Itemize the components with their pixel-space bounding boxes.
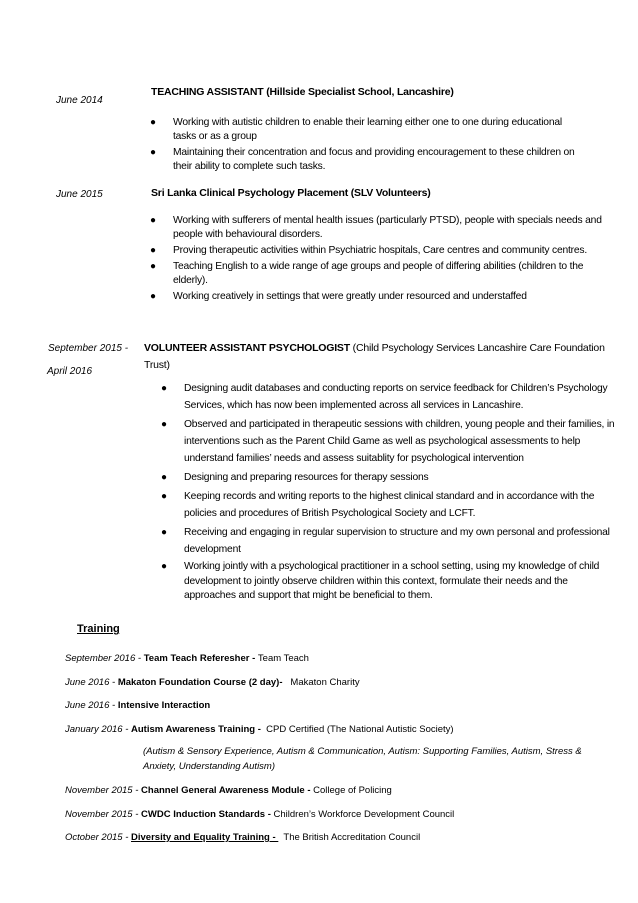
list-item: ● Working with autistic children to enable their learning either one to one during educational tasks or as a group <box>150 117 562 142</box>
list-item: ● Working creatively in settings that were greatly under resourced and understaffed <box>150 291 527 302</box>
training-item: June 2016 - Intensive Interaction <box>65 700 211 711</box>
job-date-end: April 2016 <box>47 366 93 377</box>
job-title: TEACHING ASSISTANT (Hillside Specialist School, Lancashire) <box>151 86 454 98</box>
bullet-icon: ● <box>150 261 156 272</box>
bullet-icon: ● <box>161 419 167 430</box>
bullet-icon: ● <box>161 527 167 538</box>
list-item: ● Designing audit databases and conducting reports on service feedback for Children’s Psychology Services, which has now been implemented across all services in Lancashire. <box>184 380 616 414</box>
job-date-start: September 2015 - <box>48 343 129 354</box>
list-item: ● Teaching English to a wide range of age groups and people of differing abilities (children to the elderly). <box>150 261 584 286</box>
job-date: June 2015 <box>56 189 103 200</box>
job-date: June 2014 <box>56 95 103 106</box>
bullet-icon: ● <box>150 117 156 128</box>
training-item: January 2016 - Autism Awareness Training - CPD Certified (The National Autistic Society) <box>65 724 454 735</box>
training-heading: Training <box>77 623 120 635</box>
list-item: ● Observed and participated in therapeutic sessions with children, young people and their families, in interventions such as the Parent Child Game as well as psychological assessments to help understand families’ needs and assess suitablity for psychological intervention <box>184 416 616 467</box>
training-item: November 2015 - Channel General Awareness Module - College of Policing <box>65 785 392 796</box>
training-autism-note: (Autism & Sensory Experience, Autism & Communication, Autism: Supporting Families, Autism, Stress & Anxiety, Understanding Autism) <box>143 746 582 772</box>
bullet-icon: ● <box>161 561 167 572</box>
bullet-icon: ● <box>150 245 156 256</box>
list-item: ● Receiving and engaging in regular supervision to structure and my own personal and professional development <box>184 524 616 558</box>
bullet-icon: ● <box>150 215 156 226</box>
job-title: Sri Lanka Clinical Psychology Placement (SLV Volunteers) <box>151 187 431 199</box>
training-item: June 2016 - Makaton Foundation Course (2 day)- Makaton Charity <box>65 677 360 688</box>
list-item: ● Working jointly with a psychological practitioner in a school setting, using my knowledge of child development to jointly observe children within this context, formulate their needs and the approaches and support that might be beneficial to them. <box>161 561 600 601</box>
bullet-icon: ● <box>161 491 167 502</box>
list-item: ● Keeping records and writing reports to the highest clinical standard and in accordance with the policies and procedures of British Psychological Society and LCFT. <box>184 488 616 522</box>
list-item: ● Designing and preparing resources for therapy sessions <box>184 469 616 486</box>
training-item: October 2015 - Diversity and Equality Training - The British Accreditation Council <box>65 832 421 843</box>
bullet-icon: ● <box>161 472 167 483</box>
list-item: ● Proving therapeutic activities within Psychiatric hospitals, Care centres and community centres. <box>150 245 588 256</box>
bullet-icon: ● <box>161 383 167 394</box>
training-item: September 2016 - Team Teach Referesher - Team Teach <box>65 653 309 664</box>
training-item: November 2015 - CWDC Induction Standards - Children’s Workforce Development Council <box>65 809 455 820</box>
bullet-icon: ● <box>150 291 156 302</box>
list-item: ● Maintaining their concentration and focus and providing encouragement to these children on their ability to complete such tasks. <box>150 147 575 172</box>
job-title: VOLUNTEER ASSISTANT PSYCHOLOGIST (Child Psychology Services Lancashire Care Foundation Trust) <box>144 342 605 371</box>
job-bullet-list <box>150 116 583 176</box>
job-bullet-list <box>161 380 616 606</box>
list-item: ● Working with sufferers of mental health issues (particularly PTSD), people with specials needs and people with behavioural disorders. <box>150 215 602 240</box>
job-bullet-list <box>150 214 613 306</box>
bullet-icon: ● <box>150 147 156 158</box>
